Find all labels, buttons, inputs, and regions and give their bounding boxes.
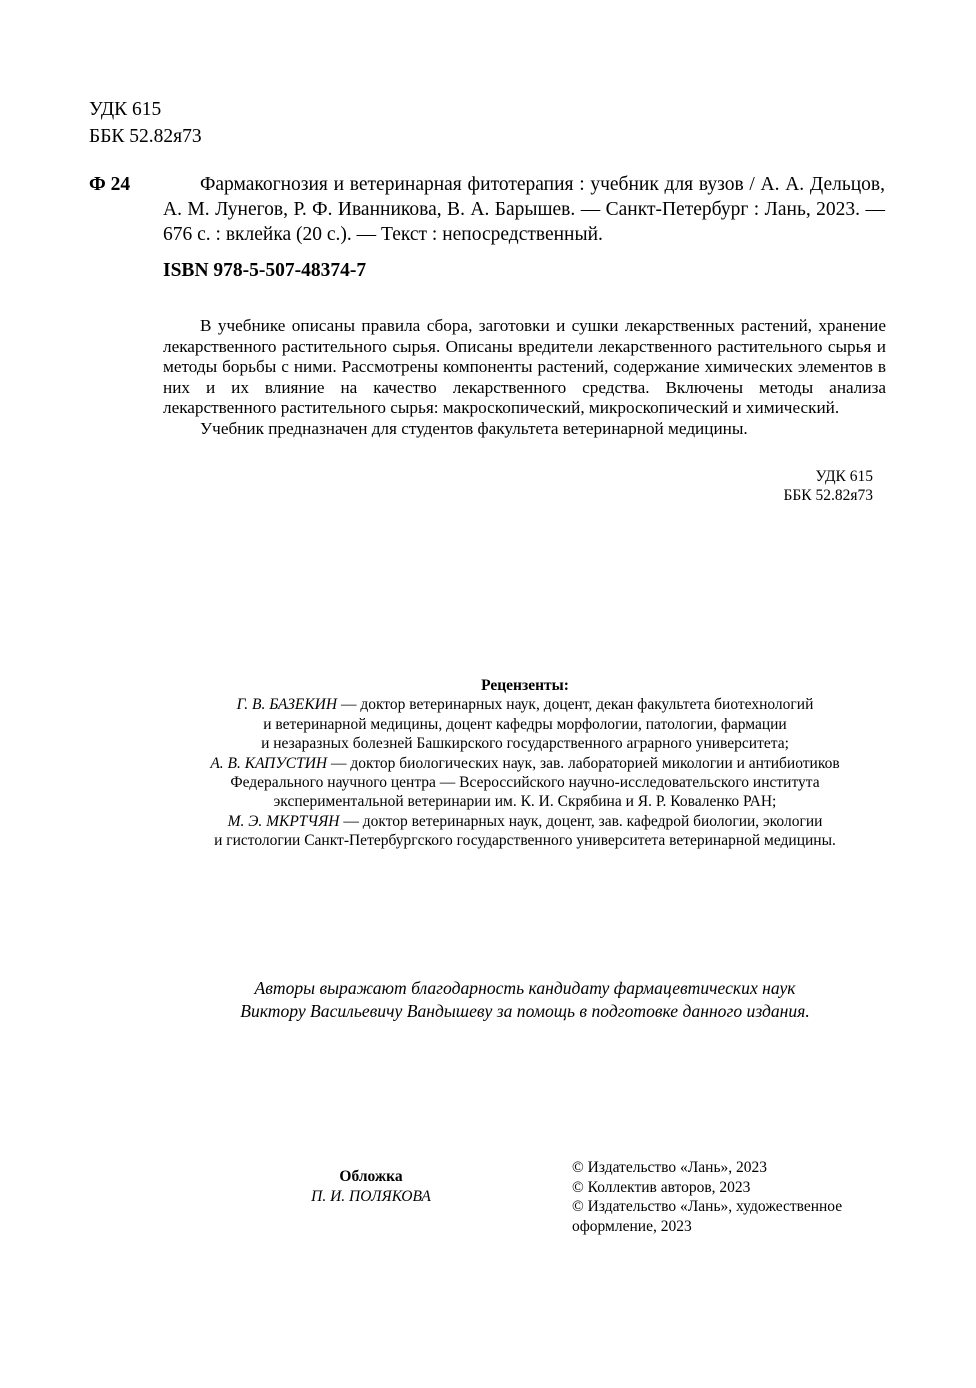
author-mark: Ф 24	[89, 174, 131, 195]
reviewer-line: и гистологии Санкт-Петербургского государственного университета ветеринарной медицины.	[214, 832, 836, 850]
bibliographic-description: Фармакогнозия и ветеринарная фитотерапия : учебник для вузов / А. А. Дельцов, А. М. Лунегов, Р. Ф. Иванникова, В. А. Барышев. — Санкт-Петербург : Лань, 2023. — 676 с. : вклейка (20 с.). — Текст : непосредственный.	[163, 174, 885, 245]
reviewer-line: экспериментальной ветеринарии им. К. И. Скрябина и Я. Р. Коваленко РАН;	[273, 793, 777, 811]
reviewers-heading: Рецензенты:	[481, 677, 569, 694]
reviewer-name: А. В. КАПУСТИН	[210, 754, 328, 772]
copyright-block	[572, 1158, 882, 1236]
cover-designer: П. И. ПОЛЯКОВА	[311, 1188, 431, 1205]
acknowledgement-line: Авторы выражают благодарность кандидату фармацевтических наук	[254, 978, 796, 998]
copyright-line: © Издательство «Лань», художественное оформление, 2023	[572, 1198, 843, 1235]
annotation-paragraph: Учебник предназначен для студентов факультета ветеринарной медицины.	[200, 418, 748, 438]
reviewer-name: Г. В. БАЗЕКИН	[236, 696, 338, 714]
reviewer-credentials: — доктор ветеринарных наук, доцент, декан факультета биотехнологий	[337, 696, 814, 714]
copyright-line: © Издательство «Лань», 2023	[572, 1159, 768, 1176]
acknowledgement	[140, 977, 910, 1022]
acknowledgement-line: Виктору Васильевичу Вандышеву за помощь в подготовке данного издания.	[240, 1000, 810, 1021]
top-bbk-code: ББК 52.82я73	[89, 126, 202, 147]
cover-label: Обложка	[339, 1168, 403, 1185]
annotation	[163, 316, 886, 440]
top-classification-codes	[89, 96, 202, 150]
reviewer-credentials: — доктор ветеринарных наук, доцент, зав. кафедрой биологии, экологии	[339, 812, 823, 830]
reviewer-line	[140, 754, 910, 773]
reviewer-line	[140, 695, 910, 714]
reviewer-name: М. Э. МКРТЧЯН	[227, 812, 340, 830]
reviewers-section	[140, 676, 910, 851]
annotation-udk-code: УДК 615	[815, 468, 873, 485]
top-udk-code: УДК 615	[89, 99, 162, 120]
copyright-line: © Коллектив авторов, 2023	[572, 1178, 751, 1196]
annotation-bbk-code: ББК 52.82я73	[783, 487, 873, 504]
reviewer-credentials: — доктор биологических наук, зав. лабораторией микологии и антибиотиков	[327, 754, 840, 772]
annotation-paragraph: В учебнике описаны правила сбора, заготовки и сушки лекарственных растений, хранение лекарственного растительного сырья. Описаны вредители лекарственного растительного сырья и методы борьбы с ними. Рассмотрены компоненты растений, содержание химических элементов в них и их влияние на качество лекарственного средства. Включены методы анализа лекарственного растительного сырья: макроскопический, микроскопический и химический.	[163, 316, 886, 418]
reviewer-line: и ветеринарной медицины, доцент кафедры морфологии, патологии, фармации	[263, 715, 787, 733]
cover-credit	[276, 1167, 466, 1207]
isbn: ISBN 978-5-507-48374-7	[163, 260, 367, 281]
reviewer-line: и незаразных болезней Башкирского государственного аграрного университета;	[261, 735, 789, 753]
annotation-classification-codes	[700, 467, 873, 505]
reviewer-line	[140, 812, 910, 831]
reviewer-line: Федерального научного центра — Всероссийского научно-исследовательского института	[230, 774, 820, 792]
